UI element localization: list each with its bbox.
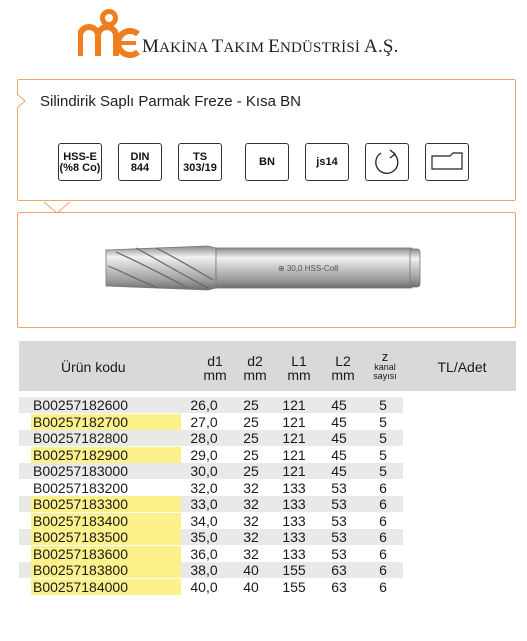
cell-l2: 53 <box>331 496 347 512</box>
header-z: z kanal sayısı <box>373 349 397 381</box>
cell-l1: 133 <box>282 479 306 496</box>
cell-l2: 45 <box>331 446 347 463</box>
cell-l1: 133 <box>282 512 306 529</box>
cell-d2: 32 <box>243 545 259 562</box>
box-pointer <box>44 201 70 214</box>
cell-z: 6 <box>379 578 387 595</box>
cell-d2: 25 <box>243 413 259 430</box>
shank-profile-icon <box>430 147 464 177</box>
cell-z: 6 <box>379 545 387 562</box>
badge-bn: BN <box>245 143 289 181</box>
table-header <box>19 341 516 391</box>
badge-shank <box>425 143 469 181</box>
cell-d2: 32 <box>243 512 259 529</box>
cell-z: 6 <box>379 562 387 578</box>
cell-d1: 27,0 <box>190 413 218 430</box>
cell-code: B00257182800 <box>33 430 128 446</box>
table-row <box>19 430 516 446</box>
table-row <box>19 496 516 512</box>
cell-d1: 29,0 <box>190 446 218 463</box>
cell-d2: 32 <box>243 529 259 545</box>
table-row <box>19 579 516 595</box>
box-pointer <box>15 94 29 108</box>
cell-d2: 32 <box>243 479 259 496</box>
cell-d2: 25 <box>243 463 259 479</box>
company-name: MAKİNA TAKIM ENDÜSTRİSİ A.Ş. <box>142 36 399 57</box>
cell-d1: 32,0 <box>190 479 218 496</box>
cell-d1: 28,0 <box>190 430 218 446</box>
badge-material: HSS-E (%8 Co) <box>58 143 102 181</box>
cell-code: B00257184000 <box>33 578 128 595</box>
table-row <box>19 562 516 578</box>
table-row <box>19 480 516 496</box>
cell-l1: 121 <box>282 446 306 463</box>
cell-l1: 133 <box>282 496 306 512</box>
cell-d1: 35,0 <box>190 529 218 545</box>
table-row <box>19 546 516 562</box>
cell-l1: 133 <box>282 529 306 545</box>
cell-z: 5 <box>379 413 387 430</box>
cell-code: B00257183800 <box>33 562 128 578</box>
cell-l2: 45 <box>331 397 347 413</box>
table-row <box>19 397 516 413</box>
cell-d2: 25 <box>243 397 259 413</box>
cell-z: 6 <box>379 529 387 545</box>
cell-code: B00257183500 <box>33 529 128 545</box>
cell-d1: 38,0 <box>190 562 218 578</box>
cell-code: B00257182600 <box>33 397 128 413</box>
header-l1: L1 mm <box>287 353 311 383</box>
cell-l1: 121 <box>282 463 306 479</box>
cell-code: B00257183600 <box>33 545 128 562</box>
cell-l2: 63 <box>331 578 347 595</box>
cell-d1: 26,0 <box>190 397 218 413</box>
cell-z: 6 <box>379 496 387 512</box>
cell-l2: 45 <box>331 430 347 446</box>
header-price: TL/Adet <box>437 359 487 375</box>
table-row <box>19 463 516 479</box>
badge-din: DIN 844 <box>118 143 162 181</box>
table-row <box>19 513 516 529</box>
cell-l1: 133 <box>282 545 306 562</box>
cell-d2: 25 <box>243 446 259 463</box>
badge-rotation <box>365 143 409 181</box>
cell-d1: 34,0 <box>190 512 218 529</box>
company-logo-icon <box>78 6 140 58</box>
cell-l1: 155 <box>282 562 306 578</box>
table-row <box>19 414 516 430</box>
cell-z: 5 <box>379 430 387 446</box>
rotation-arrow-icon <box>370 147 404 177</box>
badge-tolerance: js14 <box>305 143 349 181</box>
cell-z: 6 <box>379 512 387 529</box>
cell-l2: 45 <box>331 463 347 479</box>
cell-l1: 121 <box>282 413 306 430</box>
cell-code: B00257183000 <box>33 463 128 479</box>
cell-z: 6 <box>379 479 387 496</box>
cell-l1: 155 <box>282 578 306 595</box>
cell-d2: 25 <box>243 430 259 446</box>
cell-d2: 32 <box>243 496 259 512</box>
header-d1: d1 mm <box>203 353 227 383</box>
cell-l2: 63 <box>331 562 347 578</box>
cell-z: 5 <box>379 446 387 463</box>
cell-d2: 40 <box>243 578 259 595</box>
cell-d1: 36,0 <box>190 545 218 562</box>
page-header <box>0 0 527 62</box>
table-row <box>19 447 516 463</box>
cell-code: B00257183300 <box>33 496 128 512</box>
cell-code: B00257182900 <box>33 446 128 463</box>
cell-l1: 121 <box>282 430 306 446</box>
header-l2: L2 mm <box>331 353 355 383</box>
cell-code: B00257183400 <box>33 512 128 529</box>
product-title: Silindirik Saplı Parmak Freze - Kısa BN <box>40 93 301 110</box>
cell-code: B00257182700 <box>33 413 128 430</box>
cell-l2: 53 <box>331 529 347 545</box>
cell-code: B00257183200 <box>33 479 128 496</box>
table-row <box>19 529 516 545</box>
cell-l2: 53 <box>331 479 347 496</box>
cell-d1: 30,0 <box>190 463 218 479</box>
cell-l2: 45 <box>331 413 347 430</box>
cell-z: 5 <box>379 397 387 413</box>
cell-d2: 40 <box>243 562 259 578</box>
cell-l2: 53 <box>331 545 347 562</box>
cell-l2: 53 <box>331 512 347 529</box>
cell-z: 5 <box>379 463 387 479</box>
cell-d1: 33,0 <box>190 496 218 512</box>
cell-l1: 121 <box>282 397 306 413</box>
header-code: Ürün kodu <box>61 359 126 375</box>
cell-d1: 40,0 <box>190 578 218 595</box>
header-d2: d2 mm <box>243 353 267 383</box>
badge-ts: TS 303/19 <box>178 143 222 181</box>
tool-marking: ⊕ 30,0 HSS-Co8 <box>278 264 339 273</box>
end-mill-illustration <box>98 232 428 302</box>
